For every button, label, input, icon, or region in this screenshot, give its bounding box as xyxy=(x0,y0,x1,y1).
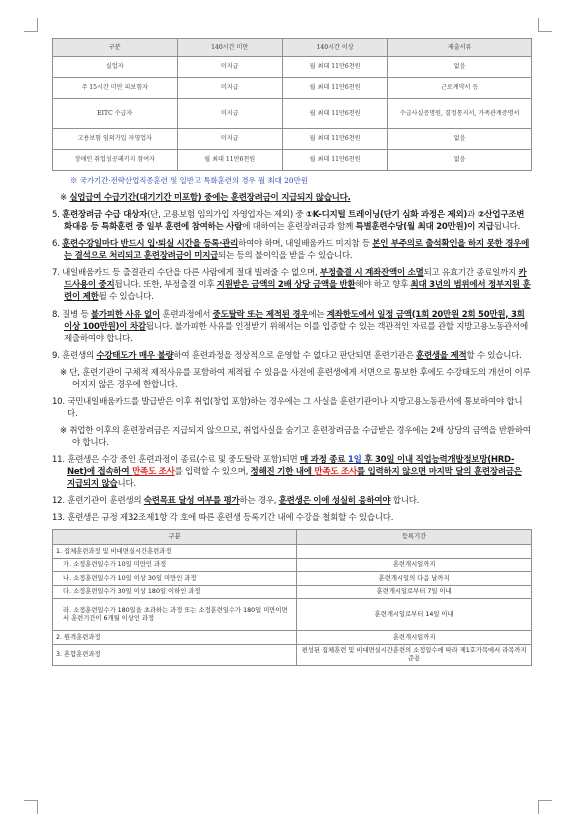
item-number: 10. xyxy=(52,396,65,407)
table-cell: 주 15시간 미만 피보험자 xyxy=(53,78,178,99)
notice-list xyxy=(52,192,532,524)
table-row xyxy=(53,129,532,150)
item-text: 훈련수강일마다 반드시 입·퇴실 시간을 등록·관리 xyxy=(62,239,239,250)
list-item-11 xyxy=(52,454,532,490)
table-cell: 미지급 xyxy=(177,57,282,78)
table-cell: 훈련개시일까지 xyxy=(297,631,532,645)
table-cell: 훈련개시일의 다음 날까지 xyxy=(297,572,532,586)
item-text: 해야 하고 향후 xyxy=(355,280,411,291)
item-number: 13. xyxy=(52,513,65,524)
document-page xyxy=(52,38,532,666)
item-text: 훈련생은 이에 성실히 응하여야 xyxy=(278,496,391,507)
note-text: 취업한 이후의 훈련장려금은 지급되지 않으므로, 취업사실을 숨기고 훈련장려금을 수급받은 경우에는 2배 상당의 금액을 반환하여야 합니다. xyxy=(69,426,531,449)
table-cell: 월 최대 11만6천원 xyxy=(282,129,387,150)
table-row xyxy=(53,150,532,171)
table-cell: 수급사실증명원, 결정통지서, 가족관계증명서 xyxy=(388,99,532,129)
item-text: 후 30일 이내 직업능력개발정보망(HRD-Net)에 접속하여 xyxy=(67,455,515,478)
item-text: 과 xyxy=(467,210,478,221)
crop-mark-bottom-left xyxy=(24,800,38,814)
table-row xyxy=(53,599,532,631)
item-text: 국민내일배움카드를 발급받은 이후 취업(창업 포함)하는 경우에는 그 사실을 훈련기관이나 지방고용노동관서에 통보하여야 합니다. xyxy=(67,396,523,419)
table-row xyxy=(53,631,532,645)
item-text: ②산업구조변화대응 등 특화훈련 중 일부 훈련에 참여하는 사람 xyxy=(64,210,525,233)
special-training-note: ※ 국가기간·전략산업직종훈련 및 일반고 특화훈련의 경우 월 최대 20만원 xyxy=(70,176,308,185)
item-number: 8. xyxy=(52,309,60,320)
table-cell: 근로계약서 등 xyxy=(388,78,532,99)
item-text: 지원받은 금액의 2배 상당 금액을 반환 xyxy=(216,280,356,291)
item-number: 9. xyxy=(52,350,60,361)
table-cell: 훈련개시일로부터 14일 이내 xyxy=(297,599,532,631)
table-cell xyxy=(297,545,532,559)
item-text: 최대 3년의 범위에서 정부지원 훈련이 제한 xyxy=(64,280,531,303)
table-cell: 장애인 취업성공패키지 참여자 xyxy=(53,150,178,171)
table-cell: 편성된 집체훈련 및 비대면실시간훈련의 소정일수에 따라 제1호가목에서 라목까지 준용 xyxy=(297,644,532,665)
table-cell: 없음 xyxy=(388,57,532,78)
item-text: 정해진 기한 내에 xyxy=(250,467,315,478)
crop-mark-top-right xyxy=(538,18,552,32)
table-cell: 월 최대 11만6천원 xyxy=(282,78,387,99)
item-text: 훈련기관이 훈련생의 xyxy=(67,496,144,507)
header-cell: 구분 xyxy=(53,39,178,57)
item-text: 되는 등의 불이익을 받을 수 있습니다. xyxy=(218,251,353,262)
table-cell: 없음 xyxy=(388,150,532,171)
item-text: 에는 xyxy=(308,309,327,320)
table-row xyxy=(53,585,532,599)
item-text: 됩니다. 불가피한 사유를 인정받기 위해서는 이를 입증할 수 있는 객관적인 자료를 관할 지방고용노동관서에 제출하여야 합니다. xyxy=(64,321,528,344)
item-text: 훈련장려금 수급 대상자 xyxy=(62,210,148,221)
header-cell: 등록기간 xyxy=(297,530,532,545)
note-text: 실업급여 수급기간(대기기간 미포함) 중에는 훈련장려금이 지급되지 않습니다. xyxy=(69,193,351,203)
item-number: 7. xyxy=(52,268,60,279)
dismissal-note xyxy=(52,367,532,391)
table-cell: 3. 혼합훈련과정 xyxy=(53,644,297,665)
crop-mark-top-left xyxy=(24,18,38,32)
item-text: 내일배움카드 등 출결관리 수단을 다른 사람에게 절대 빌려줄 수 없으며, xyxy=(62,268,320,279)
table-cell: 훈련개시일까지 xyxy=(297,558,532,572)
item-text: 됩니다. 또한, 부정출결 이후 xyxy=(114,280,217,291)
item-text: 1일 xyxy=(347,455,362,466)
item-text: 수강태도가 매우 불량 xyxy=(96,350,174,361)
table-cell: 미지급 xyxy=(177,129,282,150)
item-text: 숙련목표 달성 여부를 평가 xyxy=(143,496,240,507)
item-text: 하여야 하며, 내일배움카드 미지참 등 xyxy=(238,239,373,250)
list-item-12 xyxy=(52,495,532,507)
item-text: 되고 유효기간 종료일까지 xyxy=(423,268,519,279)
table-cell: 월 최대 11만6천원 xyxy=(177,150,282,171)
table-cell: EITC 수급자 xyxy=(53,99,178,129)
item-text: 훈련과정에서 xyxy=(159,309,213,320)
list-item-6 xyxy=(52,238,532,262)
incentive-table xyxy=(52,38,532,171)
note-mark: ※ xyxy=(60,193,67,203)
table-cell: 훈련개시일로부터 7일 이내 xyxy=(297,585,532,599)
list-item-5 xyxy=(52,209,532,233)
table-cell: 나. 소정훈련일수가 10일 이상 30일 미만인 과정 xyxy=(53,572,297,586)
item-text: 할 수 있습니다. xyxy=(466,350,522,361)
item-text: 질병 등 xyxy=(62,309,91,320)
table-cell: 고용보험 임의가입 자영업자 xyxy=(53,129,178,150)
crop-mark-bottom-right xyxy=(538,800,552,814)
table-row xyxy=(53,78,532,99)
list-item-7 xyxy=(52,267,532,303)
header-cell: 140시간 미만 xyxy=(177,39,282,57)
table-cell: 라. 소정훈련일수가 180일을 초과하는 과정 또는 소정훈련일수가 180일 미만이면서 훈련기간이 6개월 이상인 과정 xyxy=(53,599,297,631)
item-text: 특별훈련수당(월 최대 20만원)이 지급 xyxy=(355,222,494,233)
item-number: 6. xyxy=(52,239,60,250)
list-item-10 xyxy=(52,396,532,420)
incentive-table-header xyxy=(53,39,532,57)
table-row xyxy=(53,57,532,78)
table-cell: 미지급 xyxy=(177,99,282,129)
table-row xyxy=(53,99,532,129)
item-text: 중도탈락 또는 제적된 경우 xyxy=(212,309,309,320)
item-text: 본인 부주의로 출석확인을 하지 못한 경우에는 결석으로 처리되고 훈련장려금이 미지급 xyxy=(64,239,530,262)
header-cell: 제출서류 xyxy=(388,39,532,57)
table-row xyxy=(53,558,532,572)
satisfaction-survey-text: 만족도 조사 xyxy=(132,467,175,478)
list-item-9 xyxy=(52,350,532,362)
table-cell: 가. 소정훈련일수가 10일 미만인 과정 xyxy=(53,558,297,572)
header-cell: 140시간 이상 xyxy=(282,39,387,57)
note-mark: ※ xyxy=(60,367,67,378)
registration-period-table xyxy=(52,529,532,666)
employment-note xyxy=(52,425,532,449)
registration-table-header xyxy=(53,530,532,545)
item-text: 카드사용이 중지 xyxy=(64,268,527,291)
item-text: 하여 훈련과정을 정상적으로 운영할 수 없다고 판단되면 훈련기관은 xyxy=(173,350,416,361)
item-number: 11. xyxy=(52,455,65,466)
note-mark: ※ xyxy=(60,426,67,436)
item-text: 에 대하여는 훈련장려금과 함께 xyxy=(242,222,356,233)
table-cell: 월 최대 11만6천원 xyxy=(282,57,387,78)
table-row xyxy=(53,545,532,559)
item-text: 훈련생을 제적 xyxy=(415,350,467,361)
item-text: 훈련생의 xyxy=(62,350,97,361)
item-text: 를 입력할 수 있으며, xyxy=(174,467,251,478)
table-cell: 실업자 xyxy=(53,57,178,78)
table-cell: 다. 소정훈련일수가 30일 이상 180일 이하인 과정 xyxy=(53,585,297,599)
item-number: 5. xyxy=(52,210,60,221)
table-cell: 2. 원격훈련과정 xyxy=(53,631,297,645)
note-text: 단, 훈련기관이 구체적 제적사유를 포함하여 제적될 수 있음을 사전에 훈련생에게 서면으로 통보한 후에도 수강태도의 개선이 이루어지지 않은 경우에 한합니다. xyxy=(69,367,531,390)
list-item-13 xyxy=(52,512,532,524)
item-text: 하는 경우, xyxy=(239,496,279,507)
satisfaction-survey-text: 만족도 조사 xyxy=(314,467,357,478)
table-cell: 1. 집체훈련과정 및 비대면실시간훈련과정 xyxy=(53,545,297,559)
item-number: 12. xyxy=(52,496,65,507)
table-row xyxy=(53,572,532,586)
table-cell: 월 최대 11만6천원 xyxy=(282,150,387,171)
item-text: 될 수 있습니다. xyxy=(98,292,154,303)
item-text: 니다. xyxy=(117,479,136,490)
item-text: 를 입력하지 않으면 마지막 달의 훈련장려금은 지급되지 않습 xyxy=(67,467,522,490)
item-text: 매 과정 종료 xyxy=(299,455,348,466)
list-item-8 xyxy=(52,309,532,345)
table-cell: 없음 xyxy=(388,129,532,150)
header-cell: 구분 xyxy=(53,530,297,545)
item-text: 훈련생은 수강 중인 훈련과정이 종료(수료 및 중도탈락 포함)되면 xyxy=(67,455,300,466)
table-cell: 월 최대 11만6천원 xyxy=(282,99,387,129)
table-cell: 미지급 xyxy=(177,78,282,99)
item-text: 계좌한도에서 일정 금액(1회 20만원 2회 50만원, 3회이상 100만원)이 차감 xyxy=(64,309,525,332)
item-text: 됩니다. xyxy=(493,222,521,233)
item-text: 합니다. xyxy=(390,496,420,507)
item-text: ①K-디지털 트레이닝(단기 심화 과정은 제외) xyxy=(305,210,468,221)
unemployment-benefit-note xyxy=(52,192,532,204)
table-row xyxy=(53,644,532,665)
item-text: 훈련생은 규정 제32조제1항 각 호에 따른 훈련생 등록기간 내에 수강을 철회할 수 있습니다. xyxy=(67,513,394,524)
item-text: 부정출결 시 계좌잔액이 소멸 xyxy=(319,268,424,279)
item-text: (단, 고용보험 임의가입 자영업자는 제외) 중 xyxy=(147,210,306,221)
item-text: 불가피한 사유 없이 xyxy=(90,309,160,320)
